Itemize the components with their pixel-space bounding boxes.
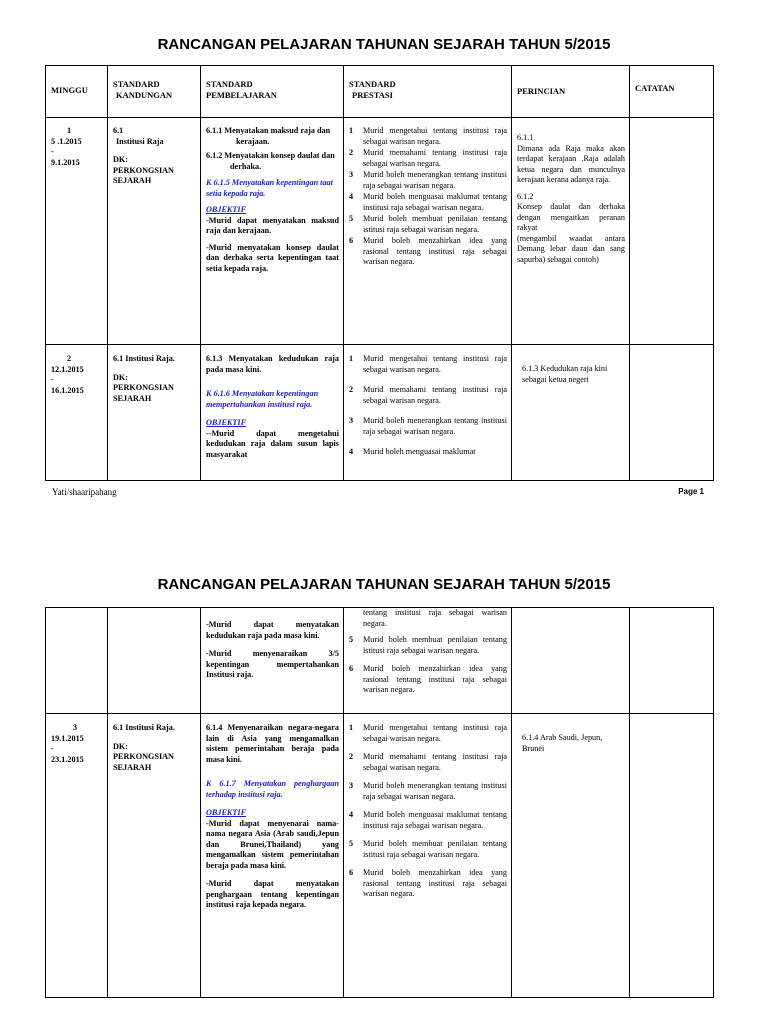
prestasi-item <box>349 447 507 458</box>
prestasi-item <box>349 354 507 375</box>
sp-item-cont: derhaka. <box>230 161 262 171</box>
plan-table-page1 <box>45 65 714 481</box>
objektif-label: OBJEKTIF <box>206 808 247 817</box>
week-date-end: 16.1.2015 <box>51 385 84 395</box>
sk-code: 6.1 <box>113 126 124 135</box>
prestasi-list <box>344 118 511 268</box>
table-row-week3 <box>46 714 714 998</box>
dk-value2: SEJARAH <box>113 393 152 403</box>
objektif-text: -Murid menyatakan konsep daulat dan derhaka serta kepentingan taat setia kepada raja. <box>206 242 339 273</box>
prestasi-text: Murid mengetahui tentang institusi raja sebagai warisan negara. <box>363 126 507 146</box>
prestasi-text: Murid boleh membuat penilaian tentang istitusi raja sebagai warisan negara. <box>363 839 507 859</box>
header-spr2: PRESTASI <box>352 89 393 100</box>
prestasi-item <box>349 752 507 773</box>
week-date-end: 9.1.2015 <box>51 157 80 167</box>
sp-item-cont: kerajaan. <box>236 136 270 146</box>
sp-item: 6.1.2 Menyatakan konsep daulat dan <box>206 151 335 160</box>
prestasi-item <box>349 170 507 191</box>
dk-label: DK: <box>113 741 129 751</box>
prestasi-text: Murid mengetahui tentang institusi raja sebagai warisan negara. <box>363 723 507 743</box>
perincian-code: 6.1.1 <box>517 133 534 142</box>
header-sp1: STANDARD <box>206 79 253 89</box>
page-footer <box>52 487 704 497</box>
table-row-week1 <box>46 118 714 345</box>
sk-title: 6.1 Institusi Raja. <box>113 354 175 363</box>
prestasi-list <box>344 714 511 900</box>
sp-item: 6.1.4 Menyenaraikan negara-negara lain di Asia yang mengamalkan sistem pemerintahan beraja pada masa kini. <box>206 723 339 764</box>
prestasi-text: Murid boleh menguasai maklumat tentang institusi raja sebagai warisan negara. <box>363 192 507 212</box>
date-dash: - <box>51 744 54 753</box>
objektif-label: OBJEKTIF <box>206 205 247 214</box>
prestasi-text: Murid boleh membuat penilaian tentang istitusi raja sebagai warisan negara. <box>363 214 507 234</box>
prestasi-cont: tentang institusi raja sebagai warisan negara. <box>363 608 507 628</box>
k-item: K 6.1.6 Menyatakan kepentingan mempertahankan institusi raja. <box>206 389 319 409</box>
dk-label: DK: <box>113 155 129 164</box>
prestasi-item <box>349 214 507 235</box>
page-title-2: RANCANGAN PELAJARAN TAHUNAN SEJARAH TAHUN 5/2015 <box>157 576 611 593</box>
prestasi-number: 6 <box>349 868 354 877</box>
prestasi-text: Murid memahami tentang institusi raja sebagai warisan negara. <box>363 752 507 772</box>
prestasi-text: Murid mengetahui tentang institusi raja sebagai warisan negara. <box>363 354 507 374</box>
objektif-text: -Murid dapat menyatakan penghargaan tentang kepentingan institusi raja kepada negara. <box>206 879 339 909</box>
footer-author: Yati/shaaripahang <box>52 487 117 497</box>
prestasi-number: 1 <box>349 723 354 732</box>
prestasi-number: 2 <box>349 148 354 157</box>
sk-title: 6.1 Institusi Raja. <box>113 723 175 732</box>
prestasi-item <box>349 416 507 437</box>
dk-value: PERKONGSIAN <box>113 165 174 175</box>
perincian-text: (mengambil waadat antara Demang lebar daun dan sang sapurba) sebagai contoh) <box>517 233 625 264</box>
prestasi-number: 6 <box>349 664 354 673</box>
objektif-text: -Murid dapat menyatakan kedudukan raja pada masa kini. <box>206 620 339 640</box>
header-perincian: PERINCIAN <box>517 86 566 96</box>
prestasi-number: 2 <box>349 752 354 761</box>
week-number: 2 <box>66 354 72 363</box>
plan-table-page2 <box>45 607 714 998</box>
prestasi-text: Murid boleh menerangkan tentang institusi raja sebagai warisan negara. <box>363 781 507 801</box>
prestasi-item <box>349 723 507 744</box>
sp-item: 6.1.1 Menyatakan maksud raja dan <box>206 126 331 135</box>
prestasi-number: 5 <box>349 214 354 223</box>
k-item: K 6.1.7 Menyatakan penghargaan terhadap institusi raja. <box>206 779 339 799</box>
table-row-week2-cont <box>46 608 714 714</box>
dk-value2: SEJARAH <box>113 762 152 772</box>
objektif-text: -Murid menyenaraikan 3/5 kepentingan mempertahankan Institusi raja. <box>206 649 339 679</box>
prestasi-number: 3 <box>349 781 354 790</box>
perincian-text: 6.1.4 Arab Saudi, Jepun, Brunei <box>522 733 603 753</box>
prestasi-item <box>349 810 507 831</box>
prestasi-text: Murid boleh menerangkan tentang institusi raja sebagai warisan negara. <box>363 170 507 190</box>
date-dash: - <box>51 147 54 156</box>
week-number: 3 <box>72 723 78 732</box>
prestasi-list <box>344 345 511 458</box>
page-number: Page 1 <box>678 487 704 496</box>
prestasi-number: 5 <box>349 839 354 848</box>
prestasi-item <box>349 664 507 696</box>
prestasi-number: 4 <box>349 810 354 819</box>
objektif-label: OBJEKTIF <box>206 418 247 427</box>
prestasi-text: Murid boleh menzahirkan idea yang rasional tentang institusi raja sebagai warisan negara. <box>363 868 507 898</box>
perincian-text: Konsep daulat dan derhaka dengan mengaitkan peranan rakyat <box>517 202 625 232</box>
objektif-text: -Murid dapat menyatakan maksud raja dan kerajaan. <box>206 215 339 235</box>
prestasi-item <box>349 839 507 860</box>
page-title: RANCANGAN PELAJARAN TAHUNAN SEJARAH TAHUN 5/2015 <box>157 36 611 53</box>
week-date-start: 12.1.2015 <box>51 364 84 374</box>
prestasi-text: Murid boleh menzahirkan idea yang rasional tentang institusi raja sebagai warisan negara. <box>363 236 507 266</box>
dk-label: DK: <box>113 372 129 382</box>
prestasi-text: Murid boleh menguasai maklumat tentang institusi raja sebagai warisan negara. <box>363 810 507 830</box>
prestasi-item <box>349 126 507 147</box>
perincian-text: 6.1.3 Kedudukan raja kini sebagai ketua negeri <box>522 364 608 384</box>
header-sk2: KANDUNGAN <box>116 89 173 100</box>
week-date-start: 5 .1.2015 <box>51 136 82 146</box>
objektif-text: --Murid dapat mengetahui kedudukan raja dalam susun lapis masyarakat <box>206 428 339 459</box>
prestasi-number: 3 <box>349 416 354 425</box>
prestasi-number: 4 <box>349 447 354 456</box>
header-spr1: STANDARD <box>349 79 396 89</box>
date-dash: - <box>51 375 54 384</box>
perincian-code: 6.1.2 <box>517 191 534 201</box>
prestasi-number: 1 <box>349 354 354 363</box>
prestasi-item <box>349 148 507 169</box>
prestasi-number: 3 <box>349 170 354 179</box>
prestasi-item <box>349 385 507 406</box>
header-minggu: MINGGU <box>51 85 88 95</box>
week-number: 1 <box>66 126 72 135</box>
sp-item: 6.1.3 Menyatakan kedudukan raja pada masa kini. <box>206 354 339 374</box>
prestasi-text: Murid boleh menguasai maklumat <box>363 447 476 456</box>
dk-value2: SEJARAH <box>113 176 152 185</box>
prestasi-text: Murid boleh membuat penilaian tentang istitusi raja sebagai warisan negara. <box>363 635 507 655</box>
prestasi-item <box>349 868 507 900</box>
perincian-text: Dimana ada Raja maka akan terdapat kerajaan .Raja adalah ketua negara dan munculnya kerajaan kerana adanya raja. <box>517 143 625 184</box>
sk-title: Institusi Raja <box>116 136 164 146</box>
objektif-text: -Murid dapat menyenarai nama-nama negara Asia (Arab saudi,Jepun dan Brunei,Thailand) yang mengamalkan sistem pemerintahan beraja pada masa kini. <box>206 818 339 870</box>
dk-value: PERKONGSIAN <box>113 383 174 392</box>
dk-value: PERKONGSIAN <box>113 752 174 761</box>
prestasi-number: 2 <box>349 385 354 394</box>
prestasi-text: Murid boleh menerangkan tentang institusi raja sebagai warisan negara. <box>363 416 507 436</box>
header-sp2: PEMBELAJARAN <box>206 89 277 100</box>
prestasi-item <box>349 236 507 268</box>
prestasi-number: 4 <box>349 192 354 201</box>
prestasi-item <box>349 781 507 802</box>
header-catatan: CATATAN <box>635 83 675 93</box>
week-date-start: 19.1.2015 <box>51 733 84 743</box>
prestasi-number: 1 <box>349 126 354 135</box>
prestasi-number: 5 <box>349 635 354 644</box>
prestasi-text: Murid boleh menzahirkan idea yang rasional tentang institusi raja sebagai warisan negara. <box>363 664 507 694</box>
table-row-week2 <box>46 345 714 481</box>
k-item: K 6.1.5 Menyatakan kepentingan taat setia kepada raja. <box>206 178 333 198</box>
prestasi-text: Murid memahami tentang institusi raja sebagai warisan negara. <box>363 385 507 405</box>
prestasi-list <box>349 635 507 696</box>
week-date-end: 23.1.2015 <box>51 754 84 764</box>
prestasi-item <box>349 192 507 213</box>
prestasi-number: 6 <box>349 236 354 245</box>
prestasi-item <box>349 635 507 656</box>
header-sk1: STANDARD <box>113 79 160 89</box>
prestasi-text: Murid memahami tentang institusi raja sebagai warisan negara. <box>363 148 507 168</box>
